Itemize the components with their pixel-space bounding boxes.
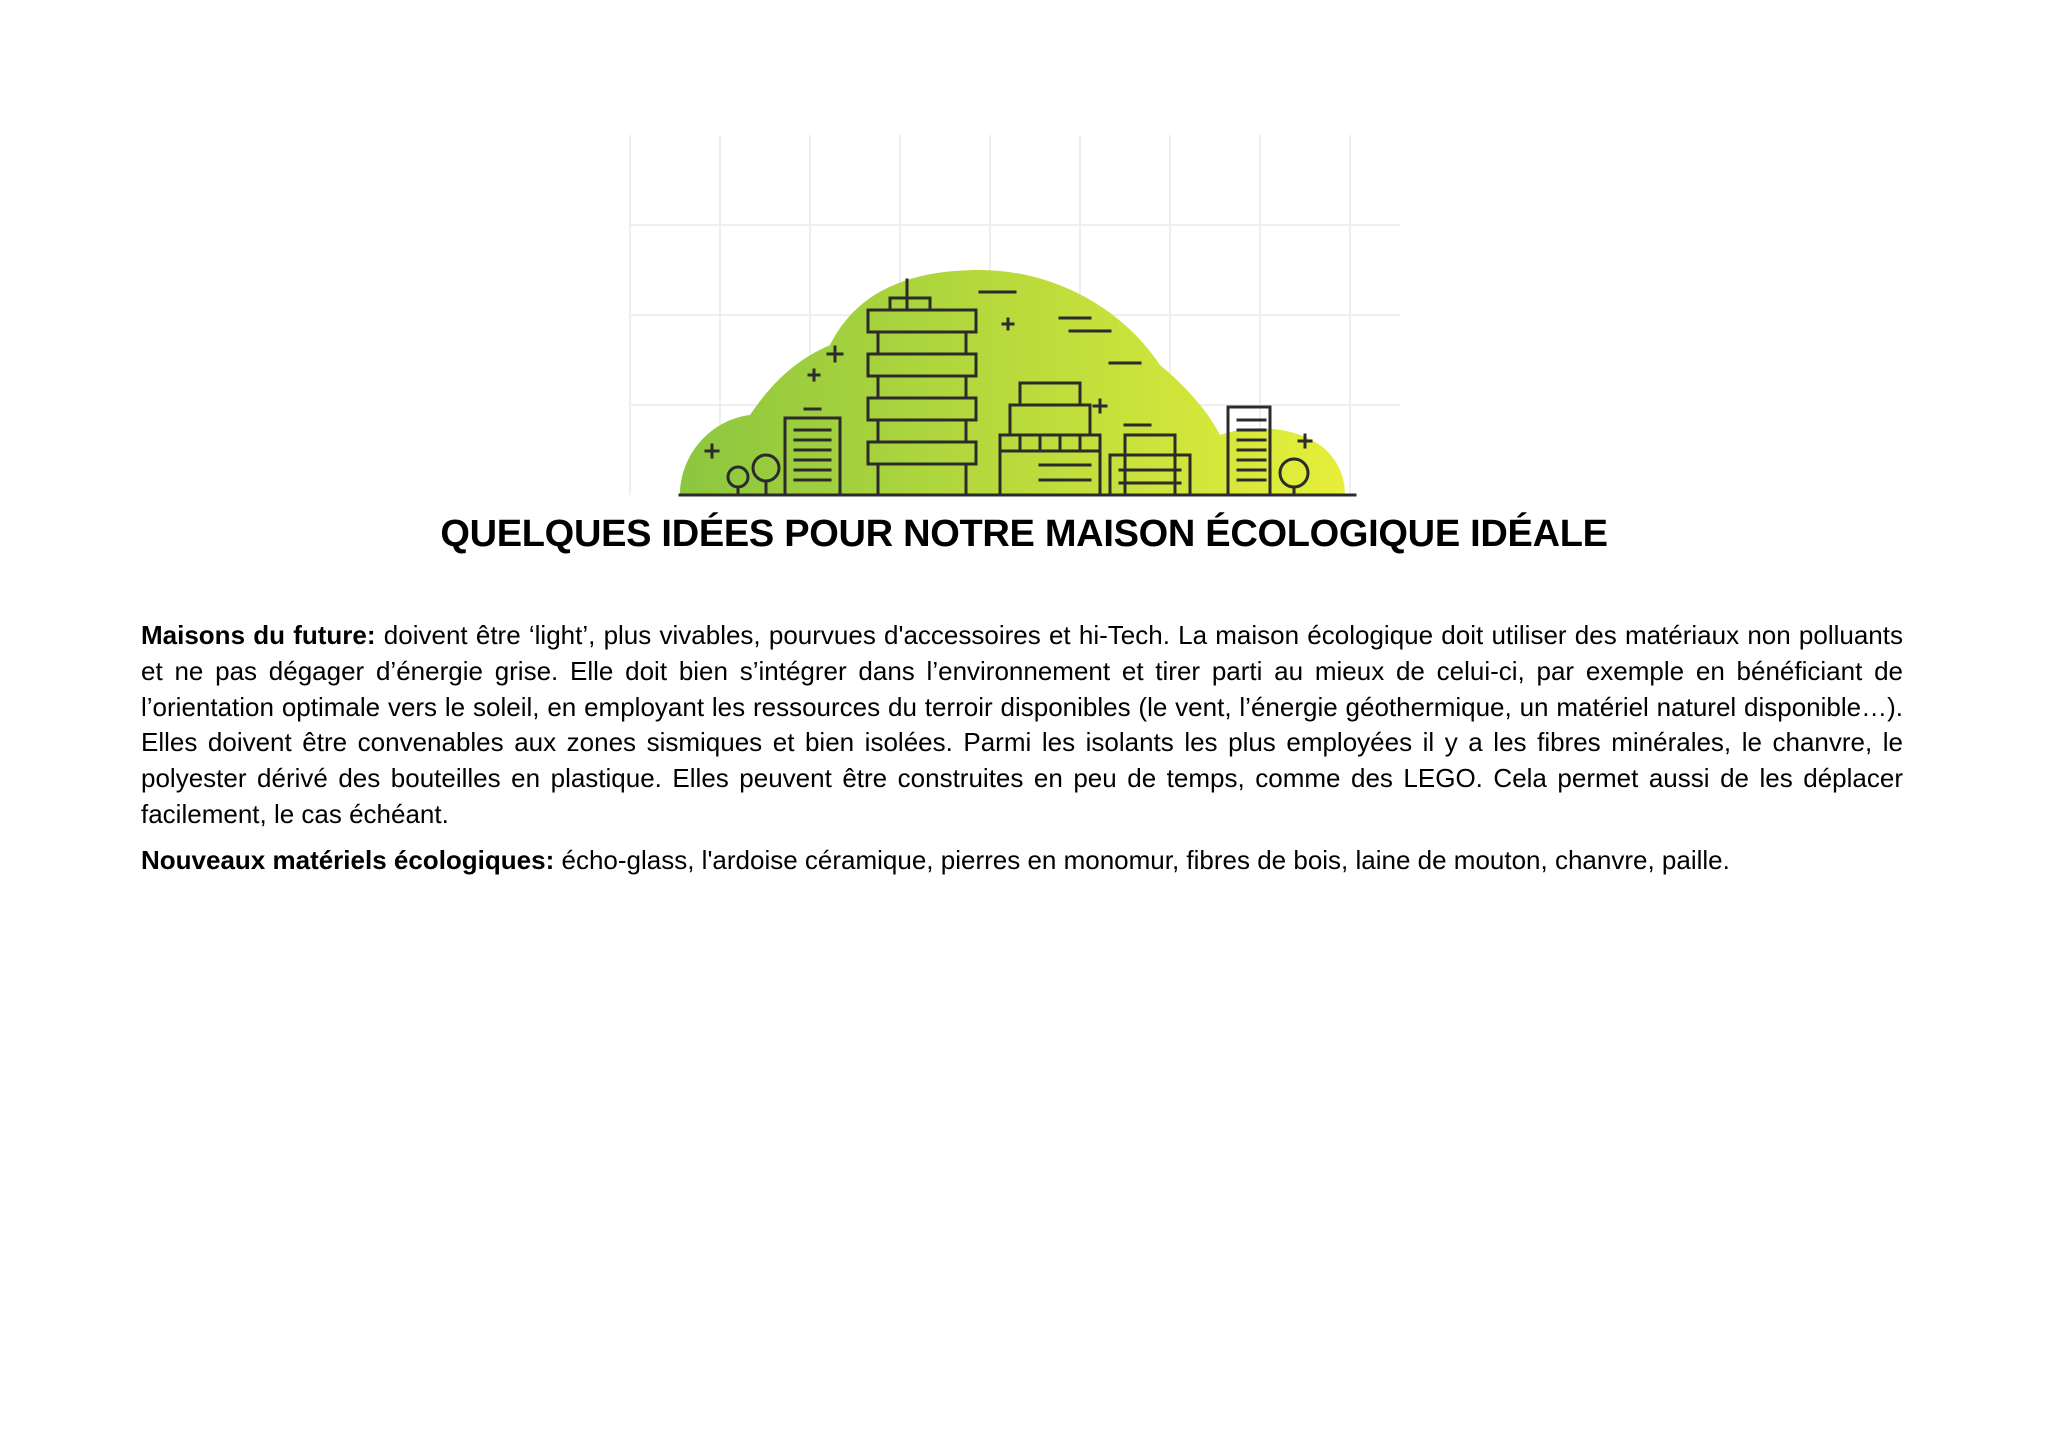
paragraph-text: doivent être ‘light’, plus vivables, pourvues d'accessoires et hi-Tech. La maison écologique doit utiliser des matériaux non polluants et ne pas dégager d’énergie grise. Elle doit bien s’intégrer dans l’environnement et tirer parti au mieux de celui-ci, par exemple en bénéficiant de l’orientation optimale vers le soleil, en employant les ressources du terroir disponibles (le vent, l’énergie géothermique, un matériel naturel disponible…). Elles doivent être convenables aux zones sismiques et bien isolées. Parmi les isolants les plus employées il y a les fibres minérales, le chanvre, le polyester dérivé des bouteilles en plastique. Elles peuvent être construites en peu de temps, comme des LEGO. Cela permet aussi de les déplacer facilement, le cas échéant. (141, 620, 1903, 829)
document-title: QUELQUES IDÉES POUR NOTRE MAISON ÉCOLOGIQUE IDÉALE (440, 513, 1608, 555)
paragraph-lead: Maisons du future: (141, 620, 376, 650)
paragraph-lead: Nouveaux matériels écologiques: (141, 844, 555, 875)
paragraph-text: écho-glass, l'ardoise céramique, pierres en monomur, fibres de bois, laine de mouton, chanvre, paille. (561, 844, 1730, 875)
paragraph-maisons-du-future (141, 618, 1903, 833)
paragraph-nouveaux-materiels (141, 843, 1903, 879)
document-body (141, 618, 1903, 889)
eco-city-skyline-icon (620, 135, 1410, 505)
